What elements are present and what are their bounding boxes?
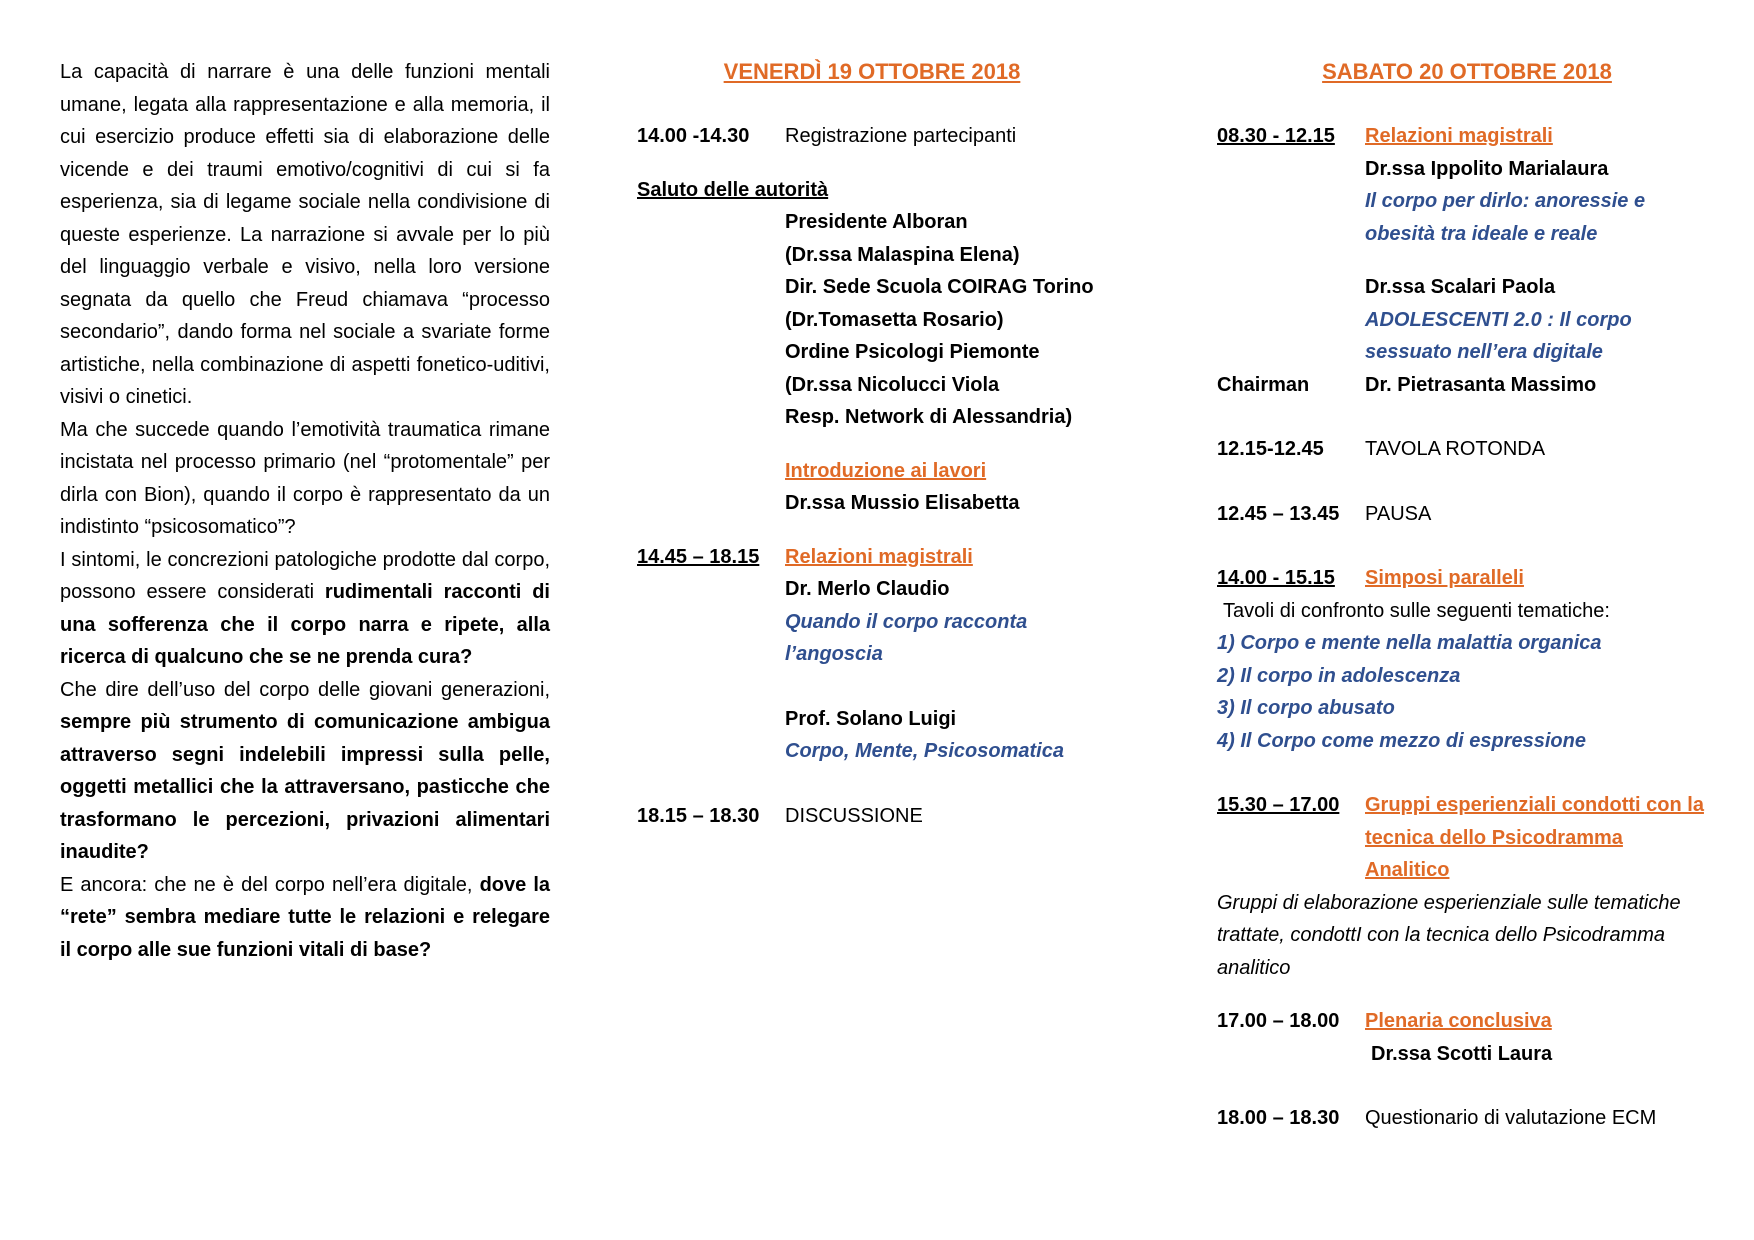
intro-paragraph-4: Che dire dell’uso del corpo delle giovani generazioni, sempre più strumento di comunicazione ambigua attraverso segni indelebili impressi sulla pelle, oggetti metallici che la attraversano, pasticche che trasformano le percezioni, privazioni alimentari inaudite?	[60, 678, 550, 863]
saturday-lectures-row	[1217, 120, 1717, 153]
chairman-label: Chairman	[1217, 373, 1310, 396]
friday-title: VENERDÌ 19 OTTOBRE 2018	[723, 59, 1021, 84]
friday-lectures-time: 14.45 – 18.15	[637, 545, 760, 568]
plenary-time: 17.00 – 18.00	[1217, 1010, 1340, 1032]
pause-label: PAUSA	[1365, 502, 1432, 525]
pause-row	[1217, 498, 1717, 531]
registration-time: 14.00 -14.30	[637, 125, 750, 147]
talk-title-scalari: ADOLESCENTI 2.0 : Il corpo	[1365, 308, 1632, 331]
discussion-time: 18.15 – 18.30	[637, 804, 760, 827]
talk-title-solano: Corpo, Mente, Psicosomatica	[785, 740, 1064, 762]
chairman-row	[1217, 369, 1717, 402]
friday-program	[637, 56, 1107, 832]
groups-title-cont: tecnica dello Psicodramma	[1365, 826, 1623, 849]
symposia-title: Simposi paralleli	[1365, 567, 1524, 589]
questionnaire-row	[1217, 1102, 1717, 1135]
greeting-line: Resp. Network di Alessandria)	[785, 406, 1073, 428]
speaker-ippolito: Dr.ssa Ippolito Marialaura	[1365, 157, 1609, 180]
speaker-merlo: Dr. Merlo Claudio	[785, 578, 950, 600]
groups-title-cont2: Analitico	[1365, 859, 1450, 881]
friday-lectures-row	[637, 541, 1107, 574]
saturday-title: SABATO 20 OTTOBRE 2018	[1322, 59, 1612, 84]
intro-paragraph-2: Ma che succede quando l’emotività traumatica rimane incistata nel processo primario (nel “protomentale” per dirla con Bion), quando il corpo è rappresentato da un indistinto “psicosomatico”?	[60, 418, 550, 538]
round-table-time: 12.15-12.45	[1217, 438, 1324, 460]
intro-paragraph-1: La capacità di narrare è una delle funzioni mentali umane, legata alla rappresentazione e alla memoria, il cui esercizio produce effetti sia di elaborazione delle vicende e dei traumi emotivo/cognitivi di cui si fa esperienza, sia di legame sociale nella condivisione di queste esperienze. La narrazione si avvale per lo più del linguaggio verbale e visivo, nella loro versione segnata da quello che Freud chiamava “processo secondario”, dando forma nel sociale a svariate forme artistiche, nella combinazione di aspetti fonetico-uditivi, visivi o cinetici.	[60, 61, 550, 408]
symposia-row	[1217, 562, 1717, 595]
questionnaire-label: Questionario di valutazione ECM	[1365, 1107, 1657, 1129]
saturday-lectures-time: 08.30 - 12.15	[1217, 125, 1335, 147]
groups-description: Gruppi di elaborazione esperienziale sulle tematiche trattate, condottI con la tecnica dello Psicodramma analitico	[1217, 891, 1681, 979]
greetings-heading: Saluto delle autorità	[637, 178, 829, 201]
speaker-solano: Prof. Solano Luigi	[785, 707, 957, 730]
greeting-line: Ordine Psicologi Piemonte	[785, 341, 1040, 363]
plenary-speaker: Dr.ssa Scotti Laura	[1371, 1042, 1553, 1065]
symposia-intro: Tavoli di confronto sulle seguenti tematiche:	[1223, 599, 1610, 622]
friday-lectures-title: Relazioni magistrali	[785, 545, 973, 568]
intro-works-title: Introduzione ai lavori	[785, 459, 987, 482]
intro-paragraph-5: E ancora: che ne è del corpo nell’era digitale, dove la “rete” sembra mediare tutte le relazioni e relegare il corpo alle sue funzioni vitali di base?	[60, 873, 551, 961]
chairman-name: Dr. Pietrasanta Massimo	[1365, 373, 1597, 396]
discussion-row	[637, 800, 1107, 833]
registration-label: Registrazione partecipanti	[785, 125, 1017, 147]
greeting-line: (Dr.ssa Nicolucci Viola	[785, 373, 1000, 396]
symposia-topic: 2) Il corpo in adolescenza	[1217, 664, 1461, 687]
groups-row	[1217, 789, 1717, 822]
intro-works-speaker: Dr.ssa Mussio Elisabetta	[785, 492, 1020, 514]
saturday-program	[1217, 56, 1717, 1135]
groups-time: 15.30 – 17.00	[1217, 794, 1340, 816]
symposia-topic: 4) Il Corpo come mezzo di espressione	[1217, 729, 1586, 752]
talk-title-ippolito-cont: obesità tra ideale e reale	[1365, 222, 1598, 245]
talk-title-merlo-cont: l’angoscia	[785, 643, 883, 665]
symposia-time: 14.00 - 15.15	[1217, 567, 1335, 589]
pause-time: 12.45 – 13.45	[1217, 502, 1340, 525]
questionnaire-time: 18.00 – 18.30	[1217, 1107, 1340, 1129]
talk-title-ippolito: Il corpo per dirlo: anoressie e	[1365, 190, 1646, 212]
symposia-topic: 1) Corpo e mente nella malattia organica	[1217, 632, 1602, 654]
greeting-line: Dir. Sede Scuola COIRAG Torino	[785, 276, 1094, 298]
greeting-line: Presidente Alboran	[785, 211, 968, 233]
plenary-row	[1217, 1005, 1717, 1038]
discussion-label: DISCUSSIONE	[785, 804, 923, 827]
greeting-line: (Dr.ssa Malaspina Elena)	[785, 243, 1020, 266]
talk-title-scalari-cont: sessuato nell’era digitale	[1365, 341, 1603, 363]
greeting-line: (Dr.Tomasetta Rosario)	[785, 308, 1004, 331]
round-table-row	[1217, 433, 1717, 466]
speaker-scalari: Dr.ssa Scalari Paola	[1365, 276, 1556, 298]
groups-title: Gruppi esperienziali condotti con la	[1365, 794, 1704, 816]
intro-column	[60, 56, 550, 966]
talk-title-merlo: Quando il corpo racconta	[785, 610, 1028, 633]
intro-paragraph-3: I sintomi, le concrezioni patologiche prodotte dal corpo, possono essere considerati rudimentali racconti di una sofferenza che il corpo narra e ripete, alla ricerca di qualcuno che se ne prenda cura?	[60, 548, 550, 668]
round-table-label: TAVOLA ROTONDA	[1365, 438, 1546, 460]
registration-row	[637, 120, 1107, 153]
saturday-lectures-title: Relazioni magistrali	[1365, 125, 1553, 147]
symposia-topic: 3) Il corpo abusato	[1217, 697, 1395, 719]
plenary-title: Plenaria conclusiva	[1365, 1010, 1552, 1032]
